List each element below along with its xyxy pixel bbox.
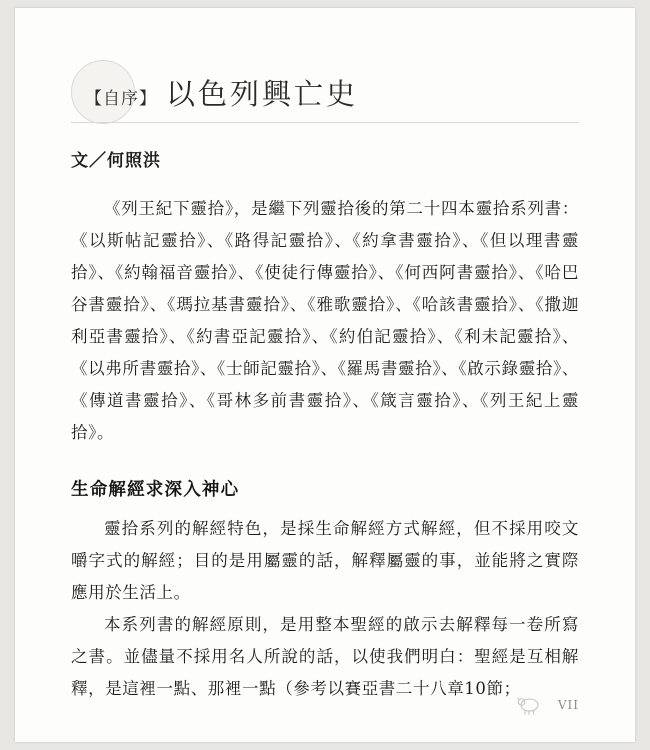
page-footer <box>516 694 579 716</box>
page-content-area <box>15 8 635 742</box>
title-row <box>85 72 358 113</box>
preface-label: 【自序】 <box>85 89 157 109</box>
author-byline: 文／何照洪 <box>71 151 161 171</box>
subheading-1: 生命解經求深入神心 <box>71 480 240 500</box>
page-number: VII <box>557 698 579 712</box>
page-header <box>71 60 579 122</box>
paragraph-1: 《列王紀下靈拾》，是繼下列靈拾後的第二十四本靈拾系列書：《以斯帖記靈拾》、《路得記靈拾》、《約拿書靈拾》、《但以理書靈拾》、《約翰福音靈拾》、《使徒行傳靈拾》、《何西阿書靈拾》、《哈巴谷書靈拾》、《瑪拉基書靈拾》、《雅歌靈拾》、《哈該書靈拾》、《撒迦利亞書靈拾》、《約書亞記靈拾》、《約伯記靈拾》、《利未記靈拾》、《以弗所書靈拾》、《士師記靈拾》、《羅馬書靈拾》、《啟示錄靈拾》、《傳道書靈拾》、《哥林多前書靈拾》、《箴言靈拾》、《列王紀上靈拾》。 <box>71 199 579 442</box>
document-page <box>15 8 635 742</box>
sheep-icon <box>516 694 542 716</box>
body-text <box>71 193 579 705</box>
page-title: 以色列興亡史 <box>166 77 359 111</box>
header-divider <box>71 122 579 123</box>
paragraph-3: 本系列書的解經原則，是用整本聖經的啟示去解釋每一卷所寫之書。並儘量不採用名人所說的話，以使我們明白：聖經是互相解釋，是這裡一點、那裡一點（參考以賽亞書二十八章10節； <box>71 615 579 698</box>
paragraph-2: 靈拾系列的解經特色，是採生命解經方式解經，但不採用咬文嚼字式的解經；目的是用屬靈的話，解釋屬靈的事，並能將之實際應用於生活上。 <box>71 519 579 602</box>
